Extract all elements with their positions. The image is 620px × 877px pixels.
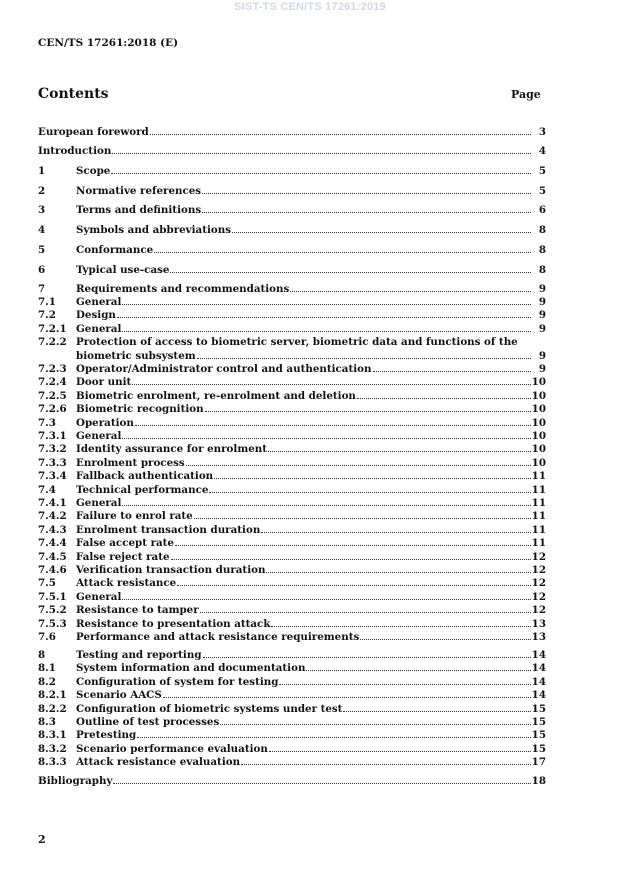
dot-leader xyxy=(373,362,532,372)
toc-entry-number: 7.3 xyxy=(38,416,56,429)
toc-entry-page: 10 xyxy=(531,443,546,456)
watermark: SIST-TS CEN/TS 17261:2019 xyxy=(234,1,386,13)
toc-entry-title: Resistance to presentation attack xyxy=(76,617,271,630)
toc-entry[interactable] xyxy=(38,125,546,139)
toc-entry-page: 8 xyxy=(538,243,546,256)
toc-entry-title: Attack resistance evaluation xyxy=(76,756,241,769)
toc-entry-number: 7.4.2 xyxy=(38,510,67,523)
dot-leader xyxy=(360,630,531,640)
dot-leader xyxy=(205,402,531,412)
toc-entry[interactable] xyxy=(38,263,546,277)
toc-entry-title: Pretesting xyxy=(76,729,137,742)
toc-entry[interactable] xyxy=(38,144,546,158)
toc-entry-number: 7.2.1 xyxy=(38,322,67,335)
toc-entry-number: 7.2.2 xyxy=(38,336,67,349)
toc-entry[interactable] xyxy=(38,774,546,788)
dot-leader xyxy=(150,125,531,135)
toc-entry-number: 2 xyxy=(38,184,46,197)
toc-entry[interactable] xyxy=(38,164,546,178)
toc-entry-number: 8.2.2 xyxy=(38,702,67,715)
toc-entry-page: 14 xyxy=(531,675,546,688)
toc-entry-continuation[interactable] xyxy=(38,349,546,363)
toc-entry-number: 8 xyxy=(38,648,46,661)
toc-entry-title: Outline of test processes xyxy=(76,715,220,728)
toc-entry-page: 10 xyxy=(531,456,546,469)
toc-entry-number: 7.4.5 xyxy=(38,550,67,563)
toc-entry-title: Enrolment process xyxy=(76,456,185,469)
toc-entry-title: Technical performance xyxy=(76,483,209,496)
toc-entry[interactable] xyxy=(38,755,546,769)
dot-leader xyxy=(271,617,531,627)
toc-entry-title: Biometric enrolment, re-enrolment and deletion xyxy=(76,389,356,402)
toc-entry-number: 4 xyxy=(38,224,46,236)
toc-entry-number: 1 xyxy=(38,165,46,177)
dot-leader xyxy=(232,223,531,233)
dot-leader xyxy=(357,389,531,399)
toc-entry-page: 8 xyxy=(538,224,546,236)
dot-leader xyxy=(269,742,531,752)
dot-leader xyxy=(122,295,531,305)
dot-leader xyxy=(122,590,531,600)
toc-entry-page: 15 xyxy=(531,742,546,755)
toc-entry-title: Requirements and recommendations xyxy=(76,282,290,295)
toc-entry[interactable] xyxy=(38,590,546,604)
toc-entry-number: 7.2.6 xyxy=(38,403,67,416)
toc-entry-page: 12 xyxy=(531,550,546,563)
toc-entry-number: 7.3.4 xyxy=(38,470,67,483)
toc-entry[interactable] xyxy=(38,295,546,309)
toc-entry-number: 5 xyxy=(38,243,46,256)
toc-entry-number: 7.3.3 xyxy=(38,456,67,469)
toc-entry-title: Scenario performance evaluation xyxy=(76,742,268,755)
toc-entry-title: Configuration of biometric systems under test xyxy=(76,702,343,715)
toc-entry-number: 7.2.5 xyxy=(38,389,67,402)
dot-leader xyxy=(214,469,531,479)
toc-entry[interactable] xyxy=(38,243,546,257)
toc-entry-title: Verification transaction duration xyxy=(76,563,266,576)
toc-entry-number: 8.3.1 xyxy=(38,729,67,742)
toc-entry[interactable] xyxy=(38,375,546,389)
dot-leader xyxy=(241,755,531,765)
toc-entry[interactable] xyxy=(38,282,546,296)
toc-entry[interactable] xyxy=(38,509,546,523)
toc-entry-page: 10 xyxy=(531,403,546,416)
dot-leader xyxy=(135,416,531,426)
toc-entry-number: 7.4 xyxy=(38,483,56,496)
toc-entry-page: 12 xyxy=(531,577,546,590)
toc-entry[interactable] xyxy=(38,362,546,376)
dot-leader xyxy=(197,349,531,359)
toc-entry-page: 4 xyxy=(538,145,546,157)
dot-leader xyxy=(202,203,531,213)
toc-entry-title: Conformance xyxy=(76,243,154,256)
toc-entry-number: 7.5.3 xyxy=(38,617,67,630)
dot-leader xyxy=(306,661,531,671)
toc-entry[interactable] xyxy=(38,523,546,537)
toc-entry-number: 7.3.1 xyxy=(38,429,67,442)
toc-entry-number: 8.3 xyxy=(38,715,56,728)
toc-entry-title: Configuration of system for testing xyxy=(76,675,279,688)
toc-entry-title: Door unit xyxy=(76,376,132,389)
dot-leader xyxy=(171,550,531,560)
toc-entry-number: 8.3.3 xyxy=(38,756,67,769)
toc-entry-number: 7.5.2 xyxy=(38,604,67,617)
document-id: CEN/TS 17261:2018 (E) xyxy=(38,37,179,49)
toc-entry-title: System information and documentation xyxy=(76,662,306,675)
toc-entry-page: 11 xyxy=(531,523,546,536)
toc-entry[interactable] xyxy=(38,203,546,217)
toc-entry-title: Design xyxy=(76,309,116,322)
dot-leader xyxy=(279,675,531,685)
dot-leader xyxy=(203,648,531,658)
dot-leader xyxy=(163,688,531,698)
dot-leader xyxy=(209,483,531,493)
dot-leader xyxy=(266,563,531,573)
toc-entry-number: 8.1 xyxy=(38,662,56,675)
dot-leader xyxy=(194,509,531,519)
toc-entry-page: 9 xyxy=(538,349,546,362)
toc-entry-page: 5 xyxy=(538,165,546,177)
toc-entry-title: Fallback authentication xyxy=(76,470,214,483)
toc-entry-title: Enrolment transaction duration xyxy=(76,523,261,536)
contents-heading: Contents xyxy=(38,86,109,102)
toc-entry[interactable] xyxy=(38,496,546,510)
toc-entry-title: Scope xyxy=(76,165,111,177)
toc-entry-number: 7.6 xyxy=(38,630,56,643)
dot-leader xyxy=(154,243,531,253)
toc-entry-number: 7.4.6 xyxy=(38,563,67,576)
toc-entry-number: 8.2 xyxy=(38,675,56,688)
toc-entry-title: Terms and definitions xyxy=(76,204,202,216)
dot-leader xyxy=(122,429,531,439)
toc-entry-page: 10 xyxy=(531,376,546,389)
toc-entry[interactable] xyxy=(38,603,546,617)
toc-entry[interactable] xyxy=(38,469,546,483)
toc-entry[interactable] xyxy=(38,617,546,631)
dot-leader xyxy=(137,728,531,738)
toc-entry[interactable] xyxy=(38,429,546,443)
dot-leader xyxy=(132,375,531,385)
toc-entry[interactable] xyxy=(38,483,546,497)
toc-entry-page: 8 xyxy=(538,263,546,276)
toc-entry-title: Attack resistance xyxy=(76,577,177,590)
dot-leader xyxy=(111,164,531,174)
toc-entry-page: 18 xyxy=(531,774,546,787)
toc-entry[interactable] xyxy=(38,536,546,550)
toc-entry-title: Failure to enrol rate xyxy=(76,510,193,523)
toc-entry[interactable] xyxy=(38,728,546,742)
dot-leader xyxy=(117,308,531,318)
toc-entry-page: 12 xyxy=(531,590,546,603)
toc-entry[interactable] xyxy=(38,402,546,416)
toc-entry[interactable] xyxy=(38,576,546,590)
toc-entry-title: Protection of access to biometric server, biometric data and functions of the xyxy=(76,336,518,349)
toc-entry[interactable] xyxy=(38,550,546,564)
toc-entry[interactable] xyxy=(38,702,546,716)
toc-entry-title: Normative references xyxy=(76,184,202,197)
toc-entry-page: 11 xyxy=(531,510,546,523)
toc-entry[interactable] xyxy=(38,223,546,237)
dot-leader xyxy=(202,184,531,194)
toc-entry-title: General xyxy=(76,590,122,603)
toc-entry[interactable] xyxy=(38,416,546,430)
toc-entry[interactable] xyxy=(38,742,546,756)
toc-entry-title: Bibliography xyxy=(38,774,113,787)
toc-entry[interactable] xyxy=(38,184,546,198)
toc-entry-number: 6 xyxy=(38,263,46,276)
toc-entry-title: False accept rate xyxy=(76,537,174,550)
toc-entry-page: 11 xyxy=(531,537,546,550)
toc-entry-number: 7.4.4 xyxy=(38,537,67,550)
toc-entry-number: 3 xyxy=(38,204,46,216)
toc-entry-page: 11 xyxy=(531,470,546,483)
toc-entry[interactable] xyxy=(38,442,546,456)
toc-entry[interactable] xyxy=(38,308,546,322)
dot-leader xyxy=(268,442,531,452)
toc-entry[interactable] xyxy=(38,322,546,336)
toc-entry-page: 9 xyxy=(538,362,546,375)
toc-entry-page: 10 xyxy=(531,429,546,442)
toc-entry-number: 7.2 xyxy=(38,309,56,322)
footer-page-number: 2 xyxy=(38,833,46,846)
toc-entry-page: 17 xyxy=(531,756,546,769)
toc-entry-number: 7.4.3 xyxy=(38,523,67,536)
toc-entry-page: 3 xyxy=(538,126,546,138)
toc-entry-title: European foreword xyxy=(38,126,149,138)
dot-leader xyxy=(175,536,531,546)
toc-entry-page: 9 xyxy=(538,309,546,322)
toc-entry-number: 8.2.1 xyxy=(38,689,67,702)
toc-entry[interactable] xyxy=(38,675,546,689)
toc-entry-page: 12 xyxy=(531,563,546,576)
toc-entry-title: Biometric recognition xyxy=(76,403,204,416)
toc-entry-title: Testing and reporting xyxy=(76,648,202,661)
toc-entry-page: 9 xyxy=(538,295,546,308)
toc-entry-number: 7.3.2 xyxy=(38,443,67,456)
toc-entry-number: 7.1 xyxy=(38,295,56,308)
toc-entry-page: 15 xyxy=(531,715,546,728)
dot-leader xyxy=(177,576,531,586)
toc-entry-title: Identity assurance for enrolment xyxy=(76,443,268,456)
toc-entry-title: Symbols and abbreviations xyxy=(76,224,232,236)
toc-entry[interactable] xyxy=(38,648,546,662)
toc-entry-page: 11 xyxy=(531,496,546,509)
dot-leader xyxy=(186,456,531,466)
toc-entry-title: False reject rate xyxy=(76,550,170,563)
dot-leader xyxy=(122,322,531,332)
toc-entry-page: 13 xyxy=(531,630,546,643)
toc-entry-page: 12 xyxy=(531,604,546,617)
toc-entry-title-continued: biometric subsystem xyxy=(76,349,196,362)
dot-leader xyxy=(343,702,531,712)
toc-entry-title: Resistance to tamper xyxy=(76,604,199,617)
dot-leader xyxy=(113,774,531,784)
toc-entry-number: 7.4.1 xyxy=(38,496,67,509)
dot-leader xyxy=(290,282,531,292)
toc-entry-title: Introduction xyxy=(38,145,112,157)
toc-entry-title: General xyxy=(76,429,122,442)
toc-entry-page: 10 xyxy=(531,389,546,402)
dot-leader xyxy=(112,144,531,154)
toc-entry[interactable] xyxy=(38,563,546,577)
toc-entry-title: General xyxy=(76,295,122,308)
toc-entry-number: 7.5 xyxy=(38,577,56,590)
toc-entry[interactable] xyxy=(38,389,546,403)
toc-entry-number: 7.5.1 xyxy=(38,590,67,603)
dot-leader xyxy=(220,715,531,725)
toc-entry[interactable] xyxy=(38,335,546,349)
toc-entry-page: 9 xyxy=(538,282,546,295)
dot-leader xyxy=(170,263,531,273)
toc-entry-title: General xyxy=(76,322,122,335)
toc-entry-number: 7.2.4 xyxy=(38,376,67,389)
toc-entry-page: 5 xyxy=(538,184,546,197)
page-column-label: Page xyxy=(511,88,541,101)
toc-entry-title: Scenario AACS xyxy=(76,689,162,702)
dot-leader xyxy=(200,603,531,613)
toc-entry[interactable] xyxy=(38,630,546,644)
toc-entry[interactable] xyxy=(38,456,546,470)
toc-entry-title: Typical use-case xyxy=(76,263,170,276)
toc-entry[interactable] xyxy=(38,661,546,675)
toc-entry-page: 11 xyxy=(531,483,546,496)
toc-entry[interactable] xyxy=(38,688,546,702)
toc-entry-page: 9 xyxy=(538,322,546,335)
toc-entry-title: Operator/Administrator control and authentication xyxy=(76,362,372,375)
toc-entry-page: 13 xyxy=(531,617,546,630)
toc-entry-page: 14 xyxy=(531,648,546,661)
toc-entry-number: 7 xyxy=(38,282,46,295)
toc-entry[interactable] xyxy=(38,715,546,729)
toc-entry-number: 7.2.3 xyxy=(38,362,67,375)
toc-entry-number: 8.3.2 xyxy=(38,742,67,755)
toc-entry-page: 10 xyxy=(531,416,546,429)
dot-leader xyxy=(122,496,531,506)
toc-entry-page: 15 xyxy=(531,729,546,742)
toc-entry-page: 6 xyxy=(538,204,546,216)
toc-entry-title: General xyxy=(76,496,122,509)
toc-entry-page: 15 xyxy=(531,702,546,715)
toc-entry-title: Performance and attack resistance requirements xyxy=(76,630,360,643)
toc-entry-page: 14 xyxy=(531,662,546,675)
toc-entry-title: Operation xyxy=(76,416,134,429)
dot-leader xyxy=(261,523,531,533)
toc-entry-page: 14 xyxy=(531,689,546,702)
